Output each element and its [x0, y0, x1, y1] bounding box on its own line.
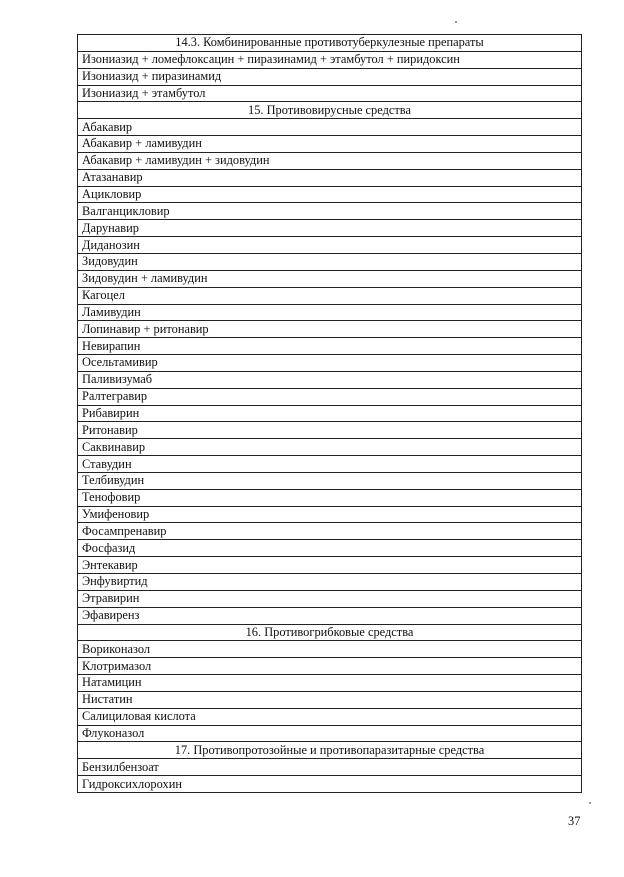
- table-row: [78, 220, 582, 237]
- table-row: [78, 85, 582, 102]
- table-row: [78, 759, 582, 776]
- section-heading: 16. Противогрибковые средства: [78, 624, 582, 641]
- section-heading: 14.3. Комбинированные противотуберкулезные препараты: [78, 35, 582, 52]
- drug-list-table: [77, 34, 582, 793]
- table-row: [78, 169, 582, 186]
- drug-name: Кагоцел: [78, 287, 582, 304]
- drug-name: Изониазид + этамбутол: [78, 85, 582, 102]
- table-row: [78, 691, 582, 708]
- table-row: [78, 590, 582, 607]
- table-row: [78, 506, 582, 523]
- drug-name: Ацикловир: [78, 186, 582, 203]
- drug-name: Умифеновир: [78, 506, 582, 523]
- table-row: [78, 439, 582, 456]
- table-row: [78, 658, 582, 675]
- drug-name: Салициловая кислота: [78, 708, 582, 725]
- table-row: [78, 708, 582, 725]
- table-row: [78, 203, 582, 220]
- table-row: [78, 355, 582, 372]
- table-row: [78, 472, 582, 489]
- drug-name: Натамицин: [78, 675, 582, 692]
- drug-name: Осельтамивир: [78, 355, 582, 372]
- table-row: [78, 523, 582, 540]
- table-row: [78, 51, 582, 68]
- table-row: [78, 489, 582, 506]
- drug-name: Паливизумаб: [78, 371, 582, 388]
- drug-name: Зидовудин: [78, 253, 582, 270]
- table-row: [78, 68, 582, 85]
- table-row: [78, 321, 582, 338]
- table-row: [78, 405, 582, 422]
- page-number: 37: [568, 814, 581, 828]
- drug-name: Дарунавир: [78, 220, 582, 237]
- section-heading-row: [78, 624, 582, 641]
- table-row: [78, 119, 582, 136]
- table-row: [78, 607, 582, 624]
- drug-name: Зидовудин + ламивудин: [78, 270, 582, 287]
- drug-name: Ламивудин: [78, 304, 582, 321]
- drug-name: Фосампренавир: [78, 523, 582, 540]
- drug-name: Абакавир + ламивудин: [78, 136, 582, 153]
- table-row: [78, 776, 582, 793]
- drug-name: Нистатин: [78, 691, 582, 708]
- drug-name: Валганцикловир: [78, 203, 582, 220]
- section-heading-row: [78, 35, 582, 52]
- drug-name: Флуконазол: [78, 725, 582, 742]
- drug-name: Лопинавир + ритонавир: [78, 321, 582, 338]
- table-row: [78, 136, 582, 153]
- drug-name: Эфавиренз: [78, 607, 582, 624]
- table-row: [78, 186, 582, 203]
- drug-name: Абакавир + ламивудин + зидовудин: [78, 152, 582, 169]
- drug-list-body: [78, 35, 582, 793]
- drug-name: Атазанавир: [78, 169, 582, 186]
- drug-name: Ралтегравир: [78, 388, 582, 405]
- section-heading-row: [78, 102, 582, 119]
- drug-name: Рибавирин: [78, 405, 582, 422]
- table-row: [78, 725, 582, 742]
- table-row: [78, 641, 582, 658]
- section-heading: 17. Противопротозойные и противопаразитарные средства: [78, 742, 582, 759]
- drug-name: Клотримазол: [78, 658, 582, 675]
- drug-name: Абакавир: [78, 119, 582, 136]
- section-heading: 15. Противовирусные средства: [78, 102, 582, 119]
- table-row: [78, 253, 582, 270]
- drug-name: Диданозин: [78, 237, 582, 254]
- table-row: [78, 287, 582, 304]
- drug-name: Бензилбензоат: [78, 759, 582, 776]
- table-row: [78, 304, 582, 321]
- drug-name: Энфувиртид: [78, 574, 582, 591]
- drug-name: Ритонавир: [78, 422, 582, 439]
- table-row: [78, 371, 582, 388]
- section-heading-row: [78, 742, 582, 759]
- table-row: [78, 675, 582, 692]
- drug-name: Тенофовир: [78, 489, 582, 506]
- drug-name: Телбивудин: [78, 472, 582, 489]
- drug-name: Гидроксихлорохин: [78, 776, 582, 793]
- drug-name: Вориконазол: [78, 641, 582, 658]
- table-row: [78, 237, 582, 254]
- table-row: [78, 422, 582, 439]
- drug-name: Энтекавир: [78, 557, 582, 574]
- table-row: [78, 270, 582, 287]
- table-row: [78, 152, 582, 169]
- table-row: [78, 540, 582, 557]
- drug-name: Этравирин: [78, 590, 582, 607]
- drug-name: Изониазид + ломефлоксацин + пиразинамид + этамбутол + пиридоксин: [78, 51, 582, 68]
- table-row: [78, 557, 582, 574]
- scan-speck: [589, 802, 591, 804]
- drug-name: Изониазид + пиразинамид: [78, 68, 582, 85]
- drug-name: Саквинавир: [78, 439, 582, 456]
- table-row: [78, 574, 582, 591]
- drug-name: Ставудин: [78, 456, 582, 473]
- drug-name: Невирапин: [78, 338, 582, 355]
- table-row: [78, 338, 582, 355]
- drug-name: Фосфазид: [78, 540, 582, 557]
- table-row: [78, 456, 582, 473]
- scan-speck: [455, 21, 457, 23]
- table-row: [78, 388, 582, 405]
